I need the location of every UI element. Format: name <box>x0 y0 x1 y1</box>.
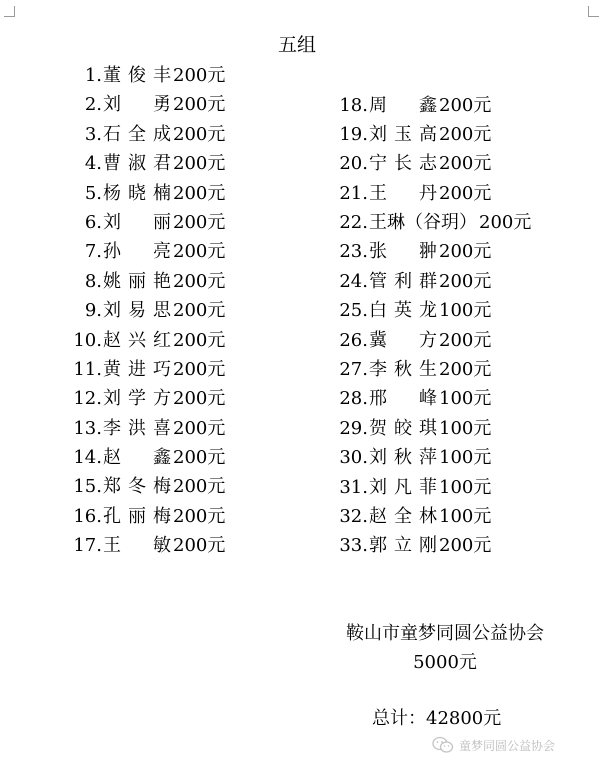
donation-amount: 200元 <box>173 447 226 469</box>
donor-number: 32. <box>339 505 368 527</box>
donor-list-right <box>334 91 531 561</box>
donor-name: 赵鑫 <box>103 447 171 469</box>
donation-amount: 100元 <box>439 476 492 498</box>
donation-amount: 200元 <box>439 359 492 381</box>
donor-name: 黄进巧 <box>103 358 171 380</box>
donor-number: 33. <box>339 535 368 557</box>
donation-amount: 200元 <box>173 476 226 498</box>
watermark-text: 童梦同圆公益协会 <box>459 738 556 753</box>
donor-name: 邢峰 <box>369 388 437 410</box>
donor-name: 王丹 <box>369 182 437 204</box>
donor-number: 1. <box>84 65 102 86</box>
donation-amount: 200元 <box>439 153 492 175</box>
donor-number: 22. <box>339 212 368 234</box>
donor-name: 孙亮 <box>103 241 171 263</box>
donor-list-item <box>334 91 531 120</box>
donor-list-item <box>70 61 225 90</box>
donor-number: 24. <box>339 270 368 292</box>
donor-number: 15. <box>73 476 102 498</box>
donor-list-item <box>70 208 225 237</box>
donor-name: 贺皎琪 <box>369 417 437 439</box>
donation-amount: 200元 <box>173 270 226 292</box>
donor-list-item <box>334 326 531 355</box>
donor-name: 王琳（谷玥） <box>369 212 477 234</box>
donor-list-item <box>70 472 225 501</box>
donor-list-item <box>334 473 531 502</box>
donor-list-item <box>334 208 531 237</box>
organization-amount: 5000元 <box>413 652 477 673</box>
donor-list-item <box>70 384 225 413</box>
donor-list-item <box>334 355 531 384</box>
donor-name: 刘秋萍 <box>369 447 437 469</box>
donor-list-item <box>70 237 225 266</box>
donor-name: 刘学方 <box>103 388 171 410</box>
donor-number: 27. <box>339 359 368 381</box>
donor-name: 刘易思 <box>103 300 171 322</box>
donor-number: 18. <box>339 94 368 116</box>
donor-number: 28. <box>339 388 368 410</box>
organization-name: 鞍山市童梦同圆公益协会 <box>346 623 544 644</box>
donation-amount: 200元 <box>439 241 492 263</box>
donor-number: 8. <box>84 270 102 292</box>
donor-name: 李洪喜 <box>103 417 171 439</box>
donor-list-item <box>334 443 531 472</box>
donation-amount: 200元 <box>439 535 492 557</box>
donor-list-item <box>334 384 531 413</box>
donation-amount: 200元 <box>173 329 226 351</box>
donor-name: 李秋生 <box>369 359 437 381</box>
donor-name: 宁长志 <box>369 153 437 175</box>
donor-list-item <box>70 120 225 149</box>
donor-list-item <box>334 120 531 149</box>
donation-amount: 200元 <box>173 182 226 204</box>
donation-amount: 200元 <box>439 329 492 351</box>
donor-name: 刘凡菲 <box>369 476 437 498</box>
donor-name: 曹淑君 <box>103 153 171 175</box>
donor-list-item <box>334 296 531 325</box>
donor-number: 12. <box>73 388 102 410</box>
donation-amount: 200元 <box>173 211 226 233</box>
donor-number: 7. <box>84 241 102 263</box>
donor-number: 19. <box>339 123 368 145</box>
donor-number: 31. <box>339 476 368 498</box>
donation-amount: 200元 <box>173 123 226 145</box>
donor-name: 赵全林 <box>369 505 437 527</box>
donation-amount: 200元 <box>173 153 226 175</box>
donor-list-item <box>334 414 531 443</box>
donation-amount: 200元 <box>173 505 226 527</box>
donor-list-item <box>334 502 531 531</box>
donation-amount: 200元 <box>439 182 492 204</box>
donor-number: 9. <box>84 300 102 322</box>
donor-list-item <box>70 414 225 443</box>
donor-name: 张翀 <box>369 241 437 263</box>
watermark <box>432 734 555 756</box>
donor-number: 13. <box>73 417 102 439</box>
donor-list-item <box>334 179 531 208</box>
donor-name: 孔丽梅 <box>103 505 171 527</box>
donor-number: 17. <box>73 535 102 557</box>
donor-list-item <box>70 355 225 384</box>
donation-amount: 200元 <box>173 417 226 439</box>
donor-list-left <box>70 61 225 561</box>
total-amount: 总计：42800元 <box>372 708 502 729</box>
donor-name: 姚丽艳 <box>103 270 171 292</box>
donor-number: 3. <box>84 123 102 145</box>
donation-amount: 200元 <box>173 535 226 557</box>
donor-list-item <box>70 179 225 208</box>
donor-list-item <box>334 237 531 266</box>
donation-amount: 200元 <box>439 270 492 292</box>
donor-name: 管利群 <box>369 270 437 292</box>
donor-name: 冀方 <box>369 329 437 351</box>
group-title: 五组 <box>278 34 317 56</box>
donor-name: 石全成 <box>103 123 171 145</box>
page-corner-mark-left <box>4 6 15 17</box>
donor-name: 杨晓楠 <box>103 182 171 204</box>
donation-amount: 200元 <box>173 300 226 322</box>
donor-number: 2. <box>84 94 102 116</box>
donation-amount: 200元 <box>439 123 492 145</box>
donor-name: 周鑫 <box>369 94 437 116</box>
donor-number: 6. <box>84 211 102 233</box>
donor-name: 刘玉高 <box>369 123 437 145</box>
donation-amount: 100元 <box>439 300 492 322</box>
donor-name: 白英龙 <box>369 300 437 322</box>
donor-list-item <box>70 267 225 296</box>
donor-name: 刘勇 <box>103 94 171 116</box>
donation-amount: 100元 <box>439 417 492 439</box>
donation-amount: 200元 <box>173 388 226 410</box>
donor-number: 10. <box>73 329 102 351</box>
donor-number: 5. <box>84 182 102 204</box>
donor-list-item <box>334 531 531 560</box>
donor-name: 郭立刚 <box>369 535 437 557</box>
page-corner-mark-right <box>588 6 599 17</box>
donor-name: 刘丽 <box>103 211 171 233</box>
donation-amount: 200元 <box>439 94 492 116</box>
donation-amount: 200元 <box>173 65 226 86</box>
donor-number: 14. <box>73 447 102 469</box>
donor-list-item <box>334 267 531 296</box>
donor-number: 11. <box>73 358 102 380</box>
donation-amount: 100元 <box>439 447 492 469</box>
wechat-icon <box>432 736 454 754</box>
donor-name: 赵兴红 <box>103 329 171 351</box>
donation-amount: 100元 <box>439 505 492 527</box>
donor-number: 21. <box>339 182 368 204</box>
donor-list-item <box>70 296 225 325</box>
donor-list-item <box>334 149 531 178</box>
donor-number: 20. <box>339 153 368 175</box>
donor-number: 23. <box>339 241 368 263</box>
donor-list-item <box>70 149 225 178</box>
donor-number: 26. <box>339 329 368 351</box>
donation-amount: 200元 <box>173 358 226 380</box>
donor-name: 王敏 <box>103 535 171 557</box>
donor-name: 郑冬梅 <box>103 476 171 498</box>
donor-number: 30. <box>339 447 368 469</box>
donor-number: 16. <box>73 505 102 527</box>
donor-name: 董俊丰 <box>103 65 171 86</box>
donation-amount: 200元 <box>173 241 226 263</box>
donor-list-item <box>70 443 225 472</box>
donation-amount: 100元 <box>439 388 492 410</box>
donor-list-item <box>70 502 225 531</box>
donation-amount: 200元 <box>479 212 532 234</box>
donor-list-item <box>70 531 225 560</box>
donor-list-item <box>70 90 225 119</box>
donor-number: 29. <box>339 417 368 439</box>
donation-amount: 200元 <box>173 94 226 116</box>
donor-list-item <box>70 326 225 355</box>
donor-number: 4. <box>84 153 102 175</box>
donor-number: 25. <box>339 300 368 322</box>
